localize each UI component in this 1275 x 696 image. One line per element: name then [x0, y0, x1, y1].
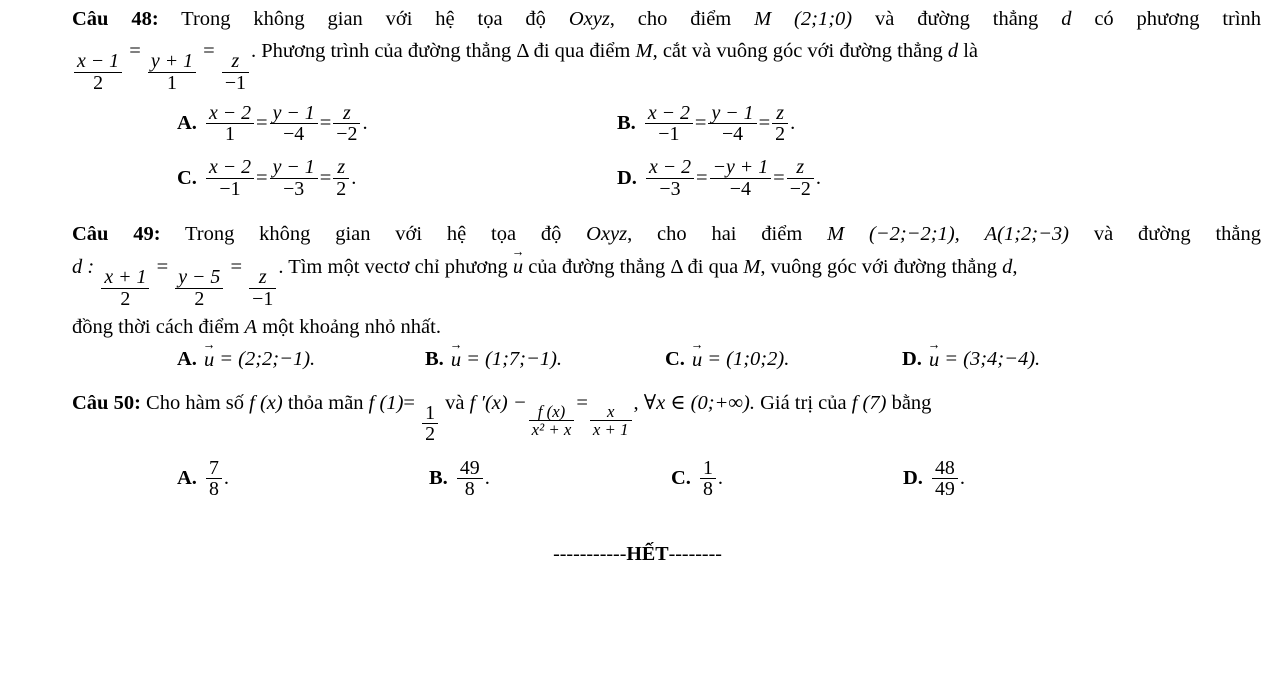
option-fraction-1 [645, 103, 693, 145]
equals-sign: = [256, 112, 268, 135]
fraction-denominator: −4 [710, 178, 772, 199]
fraction-numerator: 49 [459, 456, 480, 479]
fraction-numerator: x − 2 [647, 101, 690, 124]
vector-u-symbol: → u [929, 348, 939, 372]
question-50-text-1: Cho hàm số [146, 391, 244, 414]
option-value: = (3;4;−4). [944, 348, 1041, 371]
page-footer [0, 543, 1275, 566]
fraction-numerator: y − 1 [711, 101, 754, 124]
option-period: . [717, 466, 723, 489]
fraction-denominator: 49 [932, 478, 958, 499]
option-fraction-2 [270, 157, 318, 199]
fraction-numerator: 1 [702, 456, 713, 479]
question-49-stem-line-1 [72, 223, 1261, 246]
fraction-denominator: x² + x [529, 420, 575, 438]
equals-sign: = [319, 112, 332, 135]
question-50-option-a[interactable] [177, 458, 429, 500]
option-label: D. [902, 348, 922, 371]
question-50-text-3: và [445, 391, 465, 414]
option-label: D. [903, 466, 923, 489]
fraction-numerator: x − 2 [208, 101, 252, 124]
equals-sign: = [576, 391, 588, 414]
option-label: A. [177, 112, 197, 135]
option-fraction-3 [772, 103, 788, 145]
option-fraction [457, 458, 483, 500]
option-label: A. [177, 466, 197, 489]
equals-sign: = [203, 39, 215, 62]
fraction-denominator: 2 [101, 288, 149, 309]
option-fraction-2 [708, 103, 756, 145]
question-48-text-5: . Phương trình của đường thẳng [251, 39, 512, 62]
question-50-option-b[interactable] [429, 458, 671, 500]
line-d-symbol: d [1002, 255, 1013, 278]
point-m-symbol: M [743, 255, 761, 278]
equation-fraction-1 [101, 267, 149, 309]
option-period: . [223, 466, 229, 489]
question-48-text-1: Trong không gian với hệ tọa độ [181, 8, 546, 30]
comma: , [633, 391, 639, 414]
fraction-numerator: x − 1 [77, 50, 120, 73]
value-one-half [422, 403, 438, 445]
question-49-text-7: , vuông góc với đường thẳng [760, 255, 998, 278]
option-label: D. [617, 166, 637, 189]
option-fraction-1 [206, 157, 254, 199]
question-50-option-d[interactable] [903, 458, 965, 500]
fraction-denominator: 1 [206, 123, 254, 144]
option-fraction-3 [787, 157, 814, 199]
fraction-numerator: x + 1 [104, 266, 147, 289]
fraction-numerator: x [606, 402, 615, 422]
fraction-numerator: y + 1 [150, 50, 194, 73]
fraction-numerator: y − 1 [272, 156, 315, 179]
option-fraction-3 [333, 157, 349, 199]
fraction-denominator: 8 [457, 478, 483, 499]
option-period: . [484, 466, 490, 489]
fraction-denominator: x + 1 [590, 420, 632, 438]
option-fraction-1 [646, 157, 694, 199]
delta-symbol: Δ [670, 255, 683, 278]
question-49-option-a[interactable] [177, 348, 425, 372]
derivative-expression: f ′(x) − [469, 391, 527, 414]
coordinate-system-oxyz: Oxyz [586, 222, 628, 245]
question-50-text-2: thỏa mãn [287, 391, 364, 414]
fraction-numerator: y − 5 [178, 266, 221, 289]
fraction-denominator: −4 [708, 123, 756, 144]
question-49-options-row [72, 348, 1261, 372]
equals-sign: = [403, 391, 415, 414]
question-48-stem-line-1 [72, 8, 1261, 31]
fraction-denominator: −1 [249, 288, 276, 309]
question-48-text-3: và đường thẳng [874, 8, 1039, 30]
fraction-numerator: z [337, 156, 346, 179]
equation-fraction-2 [175, 267, 223, 309]
delta-symbol: Δ [516, 39, 529, 62]
fraction-numerator: 1 [425, 402, 436, 425]
question-48-text-4: có phương trình [1094, 8, 1262, 30]
fraction-denominator: 2 [175, 288, 223, 309]
line-d-prefix: d : [72, 255, 95, 278]
fraction-denominator: −3 [270, 178, 318, 199]
point-a-coordinates: A(1;2;−3) [984, 222, 1070, 245]
fraction-denominator: 2 [772, 123, 788, 144]
fraction-denominator: −3 [646, 178, 694, 199]
equals-sign: = [694, 112, 707, 135]
question-49-text-3: và đường thẳng [1093, 222, 1261, 245]
option-label: B. [425, 348, 444, 371]
option-label: C. [177, 166, 197, 189]
function-fx: f (x) [249, 391, 283, 414]
question-50-option-c[interactable] [671, 458, 903, 500]
option-label: B. [617, 112, 636, 135]
option-fraction-1 [206, 103, 254, 145]
fraction-denominator: −1 [206, 178, 254, 199]
fraction-denominator: −2 [787, 178, 814, 199]
fraction-denominator: 2 [74, 72, 122, 93]
question-49-option-d[interactable] [902, 348, 1040, 372]
question-49-option-c[interactable] [665, 348, 902, 372]
option-period: . [815, 166, 821, 189]
question-49-text-9: đồng thời cách điểm [72, 315, 240, 338]
question-48-option-a[interactable] [177, 103, 617, 145]
equation-fraction-2 [148, 51, 196, 93]
option-fraction-3 [333, 103, 360, 145]
question-50-label: Câu 50: [72, 391, 141, 414]
equals-sign: = [758, 112, 771, 135]
fraction-denominator: −1 [222, 72, 249, 93]
line-d-symbol: d [1061, 8, 1072, 30]
fraction-numerator: x − 2 [208, 156, 252, 179]
question-48-text-2: , cho điểm [609, 8, 732, 30]
equals-sign: = [156, 255, 169, 278]
fraction-numerator: z [258, 266, 267, 289]
vector-u-symbol: → u [451, 348, 461, 372]
function-f1: f (1) [368, 391, 404, 414]
fraction-numerator: z [231, 50, 240, 73]
question-49 [0, 223, 1275, 372]
option-period: . [959, 466, 965, 489]
question-50-options-row [72, 458, 1261, 500]
point-m-coordinates: M (−2;−2;1), [827, 222, 960, 245]
point-a-symbol: A [244, 315, 258, 338]
point-m-coordinates: M (2;1;0) [754, 8, 853, 30]
fraction-fx-over-x2x [529, 403, 575, 438]
question-48-option-b[interactable] [617, 103, 795, 145]
option-value: = (2;2;−1). [219, 348, 316, 371]
question-50-text-4: Giá trị của [760, 391, 847, 414]
option-period: . [351, 166, 357, 189]
question-49-stem-line-2 [72, 255, 1261, 309]
question-49-text-6: đi qua [687, 255, 739, 278]
question-48-options-row-1 [72, 103, 1261, 145]
fraction-numerator: y − 1 [272, 101, 315, 124]
question-49-text-4: . Tìm một vectơ chỉ phương [278, 255, 508, 278]
fraction-denominator: −4 [270, 123, 318, 144]
option-label: B. [429, 466, 448, 489]
equals-sign: = [230, 255, 243, 278]
question-48-stem-line-2 [72, 40, 1261, 93]
footer-dashes-left: ----------- [553, 543, 627, 566]
question-49-text-5: của đường thẳng [528, 255, 666, 278]
fraction-numerator: x − 2 [648, 156, 692, 179]
question-50 [0, 392, 1275, 499]
option-label: C. [665, 348, 685, 371]
option-fraction-2 [710, 157, 772, 199]
option-value: = (1;7;−1). [466, 348, 563, 371]
fraction-denominator: 2 [333, 178, 349, 199]
fraction-numerator: 7 [208, 456, 219, 479]
question-48 [0, 8, 1275, 199]
exam-page [0, 8, 1275, 696]
option-fraction [206, 458, 222, 500]
fraction-numerator: z [796, 156, 805, 179]
equals-sign: = [319, 166, 332, 189]
question-50-stem-line-1 [72, 392, 1261, 445]
line-d-symbol: d [947, 39, 959, 62]
question-48-option-c[interactable] [177, 157, 617, 199]
vector-u-symbol: → u [204, 348, 214, 372]
coordinate-system-oxyz: Oxyz [568, 8, 610, 30]
option-value: = (1;0;2). [707, 348, 790, 371]
equals-sign: = [129, 39, 141, 62]
question-49-label: Câu 49: [72, 222, 161, 245]
fraction-denominator: 8 [206, 478, 222, 499]
fraction-denominator: 1 [148, 72, 196, 93]
question-48-label: Câu 48: [72, 8, 159, 30]
question-50-text-5: bằng [891, 391, 932, 414]
fraction-denominator: −1 [645, 123, 693, 144]
equation-fraction-3 [249, 267, 276, 309]
footer-het-label: HẾT [626, 543, 669, 566]
question-49-option-b[interactable] [425, 348, 665, 372]
equation-fraction-3 [222, 51, 249, 93]
question-48-text-7: , cắt và vuông góc với đường thẳng [652, 39, 943, 62]
domain-condition: ∀x ∈ (0;+∞). [643, 391, 755, 414]
option-label: C. [671, 466, 691, 489]
option-label: A. [177, 348, 197, 371]
equation-fraction-1 [74, 51, 122, 93]
question-49-text-2: , cho hai điểm [627, 222, 803, 245]
fraction-x-over-xplus1 [590, 403, 632, 438]
fraction-denominator: −2 [333, 123, 360, 144]
question-48-text-6: đi qua điểm [533, 39, 631, 62]
option-period: . [362, 112, 368, 135]
vector-u-symbol: → u [513, 255, 523, 279]
vector-u-symbol: → u [692, 348, 702, 372]
option-fraction [700, 458, 716, 500]
option-fraction-2 [270, 103, 318, 145]
fraction-numerator: z [776, 101, 784, 124]
question-49-text-8: , [1012, 255, 1018, 278]
function-f7: f (7) [851, 391, 887, 414]
fraction-numerator: f (x) [537, 402, 566, 422]
question-49-text-1: Trong không gian với hệ tọa độ [185, 222, 562, 245]
question-49-text-10: một khoảng nhỏ nhất. [262, 315, 441, 338]
option-period: . [790, 112, 796, 135]
question-48-text-8: là [963, 39, 978, 62]
option-fraction [932, 458, 958, 500]
fraction-numerator: −y + 1 [712, 156, 769, 179]
question-49-stem-line-3 [72, 316, 1261, 339]
fraction-numerator: z [342, 101, 351, 124]
question-48-options-row-2 [72, 157, 1261, 199]
equals-sign: = [773, 166, 785, 189]
fraction-numerator: 48 [934, 456, 955, 479]
question-48-option-d[interactable] [617, 157, 821, 199]
footer-dashes-right: -------- [668, 543, 722, 566]
equals-sign: = [256, 166, 268, 189]
fraction-denominator: 8 [700, 478, 716, 499]
point-m-symbol: M [635, 39, 653, 62]
equals-sign: = [696, 166, 708, 189]
fraction-denominator: 2 [422, 423, 438, 444]
